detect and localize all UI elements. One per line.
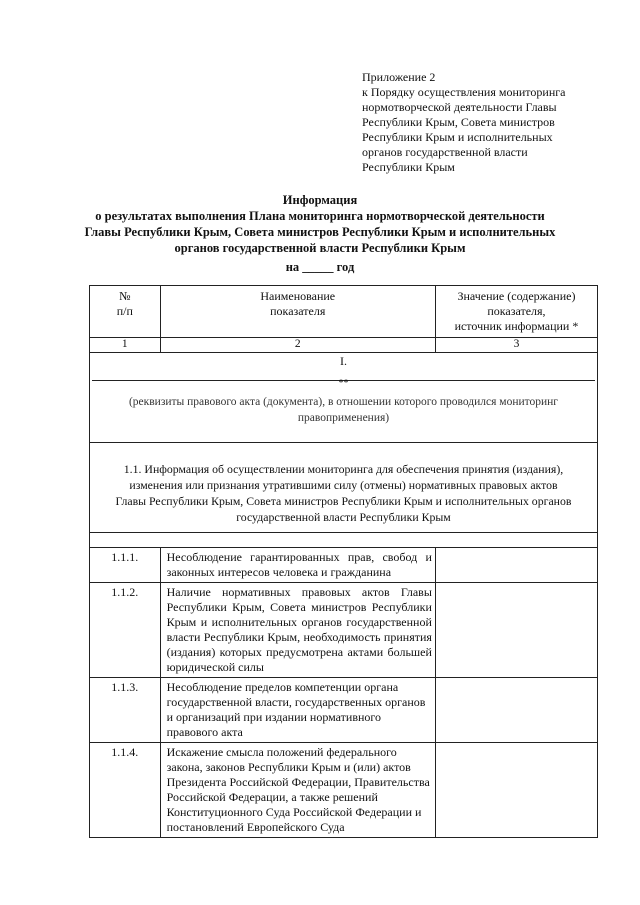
requisites-line: правоприменения): [297, 412, 390, 424]
monitoring-table: [89, 285, 598, 838]
header-indicator-value: [435, 286, 597, 338]
header-text: показателя: [270, 304, 326, 318]
section-row: [90, 353, 598, 443]
title-line: Главы Республики Крым, Совета министров Республики Крым и исполнительных: [84, 225, 556, 239]
appendix-line: Республики Крым: [362, 160, 455, 174]
subsection-line: государственной власти Республики Крым: [236, 510, 451, 524]
header-number: [90, 286, 161, 338]
row-indicator: Несоблюдение гарантированных прав, свобод и законных интересов человека и гражданина: [160, 548, 435, 583]
table-row: [90, 548, 598, 583]
table-header-row: [90, 286, 598, 338]
column-number-row: [90, 338, 598, 353]
header-text: показателя,: [487, 304, 546, 318]
row-value: [435, 583, 597, 678]
section-stars: **: [338, 378, 349, 389]
column-number: 1: [90, 338, 161, 353]
appendix-line: к Порядку осуществления мониторинга: [362, 85, 566, 99]
section-number: I.: [340, 354, 347, 368]
appendix-line: нормотворческой деятельности Главы: [362, 100, 557, 114]
row-number: 1.1.1.: [90, 548, 161, 583]
title-line: Информация: [282, 193, 358, 207]
row-indicator: Наличие нормативных правовых актов Главы Республики Крым, Совета министров Республики Крым и исполнительных органов государственной власти Республики Крым, необходимость принятия (издания) которых предусмотрена актами большей юридической силы: [160, 583, 435, 678]
row-indicator: Несоблюдение пределов компетенции органа государственной власти, государственных органов и организаций при издании нормативного правового акта: [160, 678, 435, 743]
document-title: [60, 192, 580, 275]
subsection-heading: [90, 443, 598, 533]
section-requisites: [90, 394, 597, 426]
appendix-line: Республики Крым, Совета министров: [362, 115, 555, 129]
subsection-line: 1.1. Информация об осуществлении мониторинга для обеспечения принятия (издания),: [123, 462, 564, 476]
header-text: Значение (содержание): [457, 289, 576, 303]
row-value: [435, 548, 597, 583]
row-number: 1.1.4.: [90, 743, 161, 838]
spacer-row: [90, 533, 598, 548]
title-line: о результатах выполнения Плана мониторинга нормотворческой деятельности: [95, 209, 545, 223]
column-number: 2: [160, 338, 435, 353]
appendix-line: Республики Крым и исполнительных: [362, 130, 553, 144]
row-value: [435, 743, 597, 838]
header-text: №: [119, 289, 131, 303]
appendix-line: Приложение 2: [362, 70, 436, 84]
table-row: [90, 678, 598, 743]
row-number: 1.1.3.: [90, 678, 161, 743]
title-line: органов государственной власти Республики Крым: [174, 241, 466, 255]
spacer-cell: [90, 533, 598, 548]
table-row: [90, 743, 598, 838]
row-value: [435, 678, 597, 743]
row-number: 1.1.2.: [90, 583, 161, 678]
header-text: Наименование: [260, 289, 336, 303]
table-row: [90, 583, 598, 678]
row-indicator: Искажение смысла положений федерального закона, законов Республики Крым и (или) актов Президента Российской Федерации, Правительства Российской Федерации, а также решений Конституционного Суда Российской Федерации и постановлений Европейского Суда: [160, 743, 435, 838]
subsection-row: [90, 443, 598, 533]
header-indicator-name: [160, 286, 435, 338]
requisites-line: (реквизиты правового акта (документа), в отношении которого проводился мониторинг: [128, 396, 559, 408]
section-cell: [90, 353, 598, 443]
appendix-line: органов государственной власти: [362, 145, 528, 159]
column-number: 3: [435, 338, 597, 353]
subsection-line: изменения или признания утратившими силу (отмены) нормативных правовых актов: [129, 478, 558, 492]
subsection-line: Главы Республики Крым, Совета министров Республики Крым и исполнительных органов: [115, 494, 572, 508]
header-text: источник информации *: [454, 319, 579, 333]
header-text: п/п: [116, 304, 133, 318]
title-year-line: на _____ год: [285, 260, 355, 274]
appendix-block: [362, 70, 565, 175]
